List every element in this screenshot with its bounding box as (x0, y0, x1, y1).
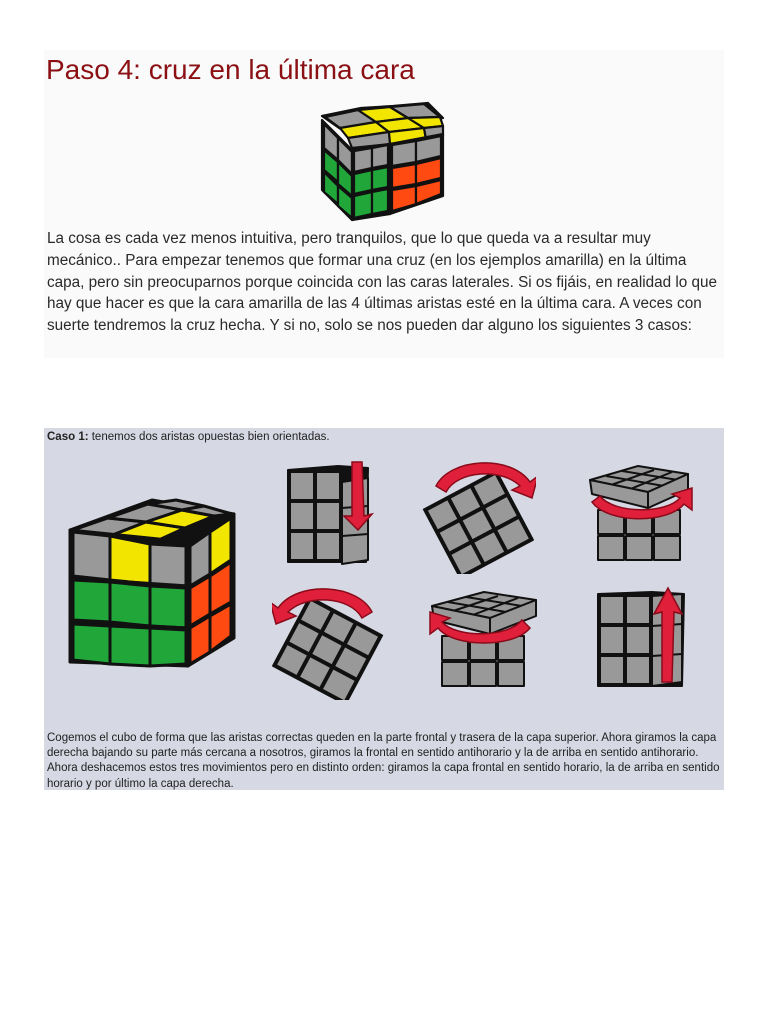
step-right-layer-icon (282, 458, 398, 576)
rubiks-cube-icon (318, 98, 448, 222)
step-right-up-icon (592, 582, 708, 700)
step-front-clockwise-icon (272, 582, 388, 700)
step-top-back-icon (426, 582, 542, 700)
rubiks-cube-icon (64, 494, 244, 670)
intro-paragraph: La cosa es cada vez menos intuitiva, pero tranquilos, que lo que queda va a resultar muy mecánico.. Para empezar tenemos que formar una cruz (en los ejemplos amarilla) en la última capa, pero sin preocuparnos porque coincida con las caras laterales. Si os fijáis, en realidad lo que hay que hacer es que la cara amarilla de las 4 últimas aristas esté en la última cara. A veces con suerte tendremos la cruz hecha. Y si no, solo se nos pueden dar alguno los siguientes 3 casos: (47, 230, 718, 335)
case-1-heading (47, 430, 330, 444)
case-1-label: Caso 1: (47, 431, 89, 443)
step-front-layer-icon (420, 456, 536, 574)
page-title: Paso 4: cruz en la última cara (46, 54, 415, 85)
case-1-description: Cogemos el cubo de forma que las aristas correctas queden en la parte frontal y trasera de la capa superior. Ahora giramos la capa derecha bajando su parte más cercana a nosotros, giramos la frontal en sentido antihorario y la de arriba en sentido antihorario. Ahora deshacemos estos tres movimientos pero en distinto orden: giramos la capa frontal en sentido horario, la de arriba en sentido horario y por último la capa derecha. (47, 732, 720, 790)
step-top-layer-icon (588, 458, 704, 576)
case-1-summary: tenemos dos aristas opuestas bien orientadas. (88, 431, 330, 443)
